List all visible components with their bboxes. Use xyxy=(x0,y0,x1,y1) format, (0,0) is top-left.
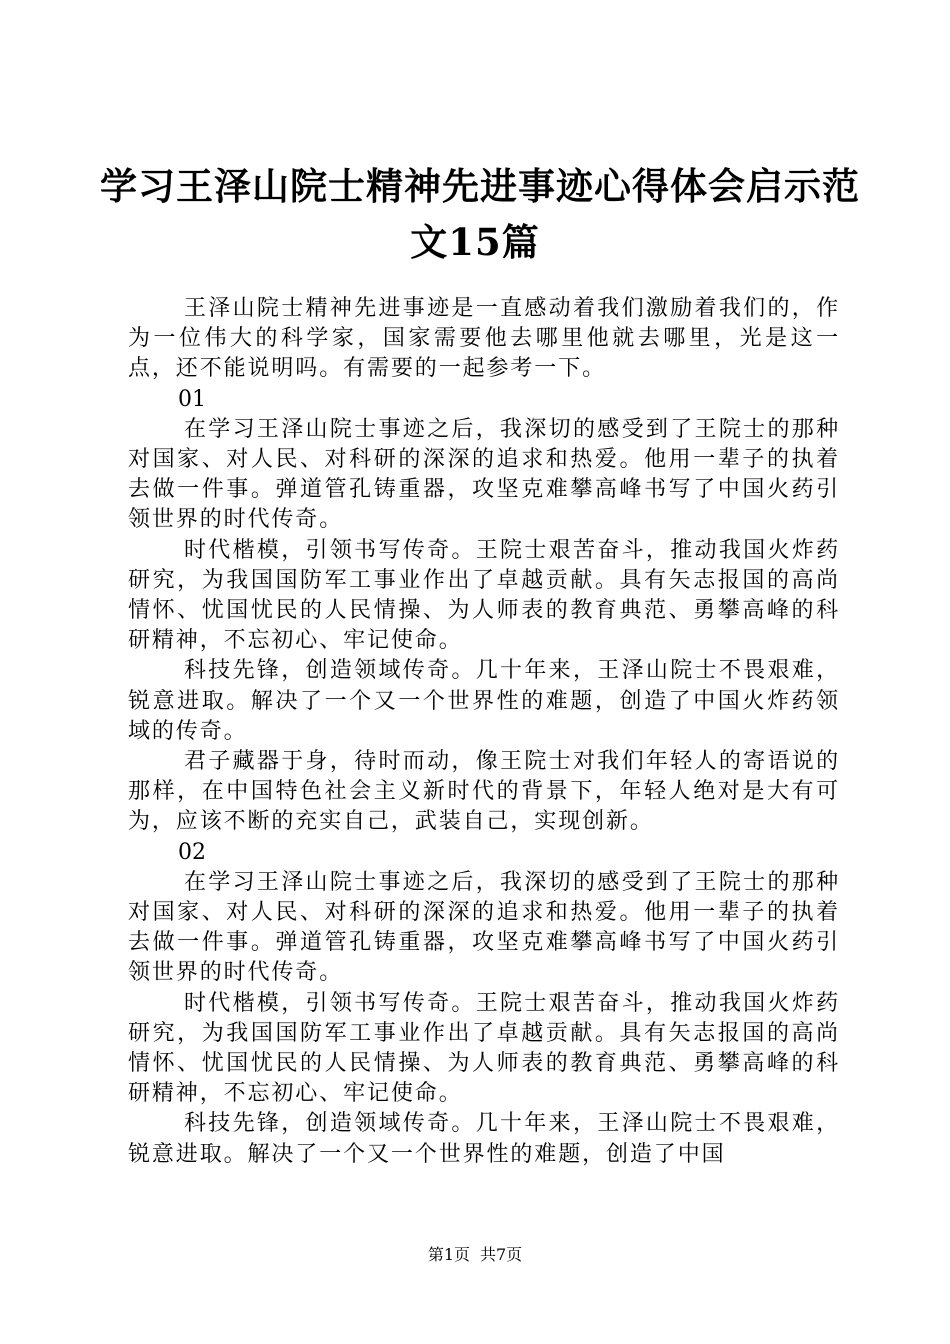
body-paragraph: 科技先锋，创造领域传奇。几十年来，王泽山院士不畏艰难，锐意进取。解决了一个又一个世界性的难题，创造了中国 xyxy=(128,1111,840,1167)
body-paragraph: 在学习王泽山院士事迹之后，我深切的感受到了王院士的那种对国家、对人民、对科研的深深的追求和热爱。他用一辈子的执着去做一件事。弹道管孔铸重器，攻坚克难攀高峰书写了中国火药引领世界的时代传奇。 xyxy=(128,869,840,986)
document-body xyxy=(128,294,840,1170)
page-number: 第1页 xyxy=(427,1245,470,1264)
body-paragraph: 时代楷模，引领书写传奇。王院士艰苦奋斗，推动我国火炸药研究，为我国国防军工事业作出了卓越贡献。具有矢志报国的高尚情怀、忧国忧民的人民情操、为人师表的教育典范、勇攀高峰的科研精神，不忘初心、牢记使命。 xyxy=(128,537,840,654)
page-total: 共7页 xyxy=(480,1245,523,1264)
document-title-line-2: 文15篇 xyxy=(410,220,540,264)
body-paragraph: 在学习王泽山院士事迹之后，我深切的感受到了王院士的那种对国家、对人民、对科研的深深的追求和热爱。他用一辈子的执着去做一件事。弹道管孔铸重器，攻坚克难攀高峰书写了中国火药引领世界的时代传奇。 xyxy=(128,416,840,533)
page-footer xyxy=(0,1244,950,1266)
body-paragraph: 科技先锋，创造领域传奇。几十年来，王泽山院士不畏艰难，锐意进取。解决了一个又一个世界性的难题，创造了中国火炸药领域的传奇。 xyxy=(128,658,840,744)
body-paragraph: 时代楷模，引领书写传奇。王院士艰苦奋斗，推动我国火炸药研究，为我国国防军工事业作出了卓越贡献。具有矢志报国的高尚情怀、忧国忧民的人民情操、为人师表的教育典范、勇攀高峰的科研精神，不忘初心、牢记使命。 xyxy=(128,990,840,1107)
section-number: 02 xyxy=(178,839,206,865)
intro-paragraph: 王泽山院士精神先进事迹是一直感动着我们激励着我们的，作为一位伟大的科学家，国家需要他去哪里他就去哪里，光是这一点，还不能说明吗。有需要的一起参考一下。 xyxy=(128,296,840,382)
section-number: 01 xyxy=(178,386,206,412)
document-title-line-1: 学习王泽山院士精神先进事迹心得体会启示范 xyxy=(100,164,860,208)
body-paragraph: 君子藏器于身，待时而动，像王院士对我们年轻人的寄语说的那样，在中国特色社会主义新时代的背景下，年轻人绝对是大有可为，应该不断的充实自己，武装自己，实现创新。 xyxy=(128,749,840,835)
